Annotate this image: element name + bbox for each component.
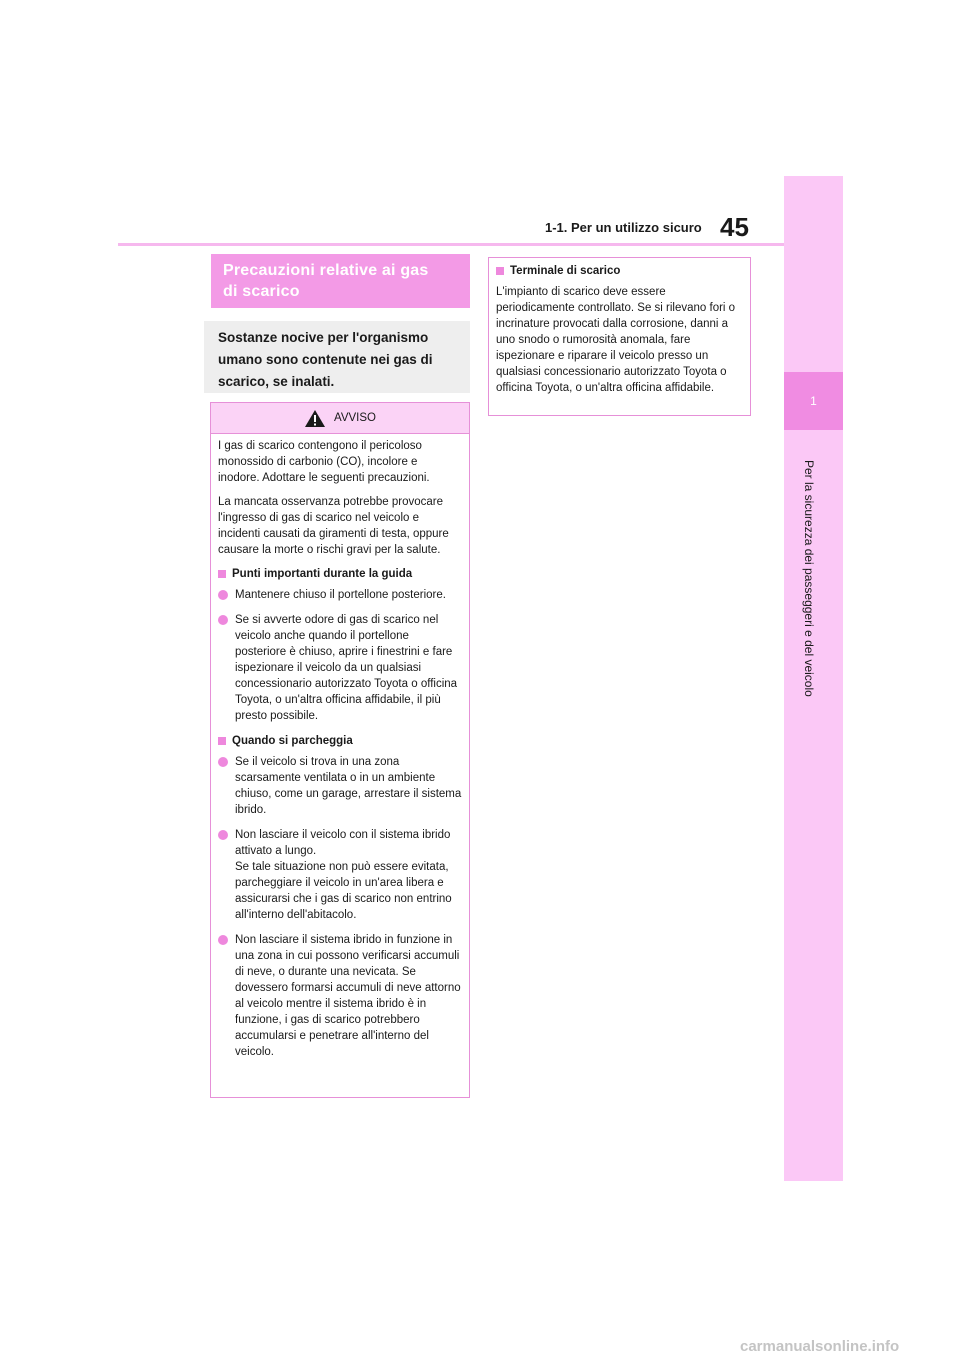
header-rule [118,243,784,246]
summary-line: Sostanze nocive per l'organismo [218,330,429,345]
warning-triangle-icon [304,409,326,428]
exhaust-pipe-heading: Terminale di scarico [496,263,743,279]
warning-body [211,434,469,1060]
list-item: Se il veicolo si trova in una zona scarsamente ventilata o in un ambiente chiuso, come un garage, arrestare il sistema ibrido. [218,754,462,818]
side-tab-label: Per la sicurezza dei passeggeri e del veicolo [802,459,816,697]
square-bullet-icon [218,737,226,745]
exhaust-pipe-box [488,257,751,416]
side-tab-number: 1 [784,372,843,430]
warning-label: AVVISO [334,412,376,424]
warning-header [211,403,469,434]
summary-line: umano sono contenute nei gas di [218,352,433,367]
round-bullet-icon [218,935,228,945]
warning-box [210,402,470,1098]
warning-subheading: Punti importanti durante la guida [218,566,462,582]
section-header: 1-1. Per un utilizzo sicuro [545,220,702,235]
list-item: Se si avverte odore di gas di scarico nel veicolo anche quando il portellone posteriore è chiuso, aprire i finestrini e fare ispezionare il veicolo da un qualsiasi concessionario autorizzato Toyota o officina Toyota, o un'altra officina affidabile, il più presto possibile. [218,612,462,724]
list-item: Non lasciare il veicolo con il sistema ibrido attivato a lungo. Se tale situazione non può essere evitata, parcheggiare il veicolo in un'area libera e assicurarsi che i gas di scarico non entrino all'interno dell'abitacolo. [218,827,462,923]
section-title-line: Precauzioni relative ai gas [223,262,429,279]
warning-paragraph: La mancata osservanza potrebbe provocare l'ingresso di gas di scarico nel veicolo e incidenti causati da giramenti di testa, oppure causare la morte o rischi gravi per la salute. [218,496,449,556]
list-item: Mantenere chiuso il portellone posteriore. [218,587,462,603]
summary-box [204,321,470,393]
square-bullet-icon [218,570,226,578]
round-bullet-icon [218,757,228,767]
round-bullet-icon [218,830,228,840]
round-bullet-icon [218,615,228,625]
round-bullet-icon [218,590,228,600]
summary-line: scarico, se inalati. [218,374,335,389]
warning-paragraph: I gas di scarico contengono il pericoloso monossido di carbonio (CO), incolore e inodore. Adottare le seguenti precauzioni. [218,440,430,484]
list-item: Non lasciare il sistema ibrido in funzione in una zona in cui possono verificarsi accumuli di neve, o durante una nevicata. Se dovessero formarsi accumuli di neve attorno al veicolo mentre il sistema ibrido è in funzione, i gas di scarico potrebbero accumularsi e penetrare all'interno del veicolo. [218,932,462,1060]
exhaust-pipe-text: L'impianto di scarico deve essere periodicamente controllato. Se si rilevano fori o incrinature provocati dalla corrosione, danni a uno snodo o rumorosità anomala, fare ispezionare e riparare il veicolo presso un qualsiasi concessionario autorizzato Toyota o officina Toyota, o un'altra officina affidabile. [496,286,736,394]
footer-watermark: carmanualsonline.info [740,1338,900,1355]
section-title-line: di scarico [223,283,300,300]
warning-subheading: Quando si parcheggia [218,733,462,749]
section-title [211,254,470,308]
square-bullet-icon [496,267,504,275]
page-number: 45 [720,212,749,242]
